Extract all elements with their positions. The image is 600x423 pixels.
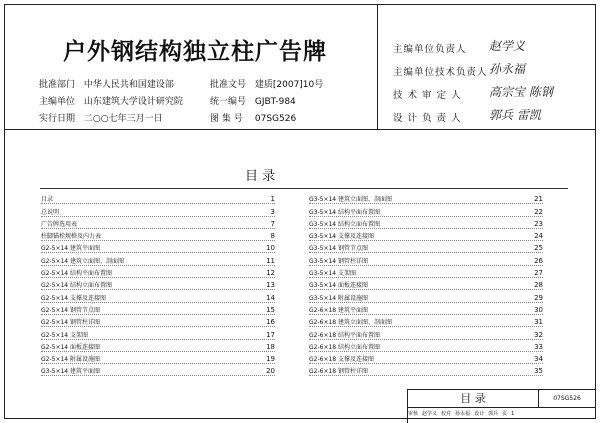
title-block bbox=[407, 389, 596, 423]
toc-entry-page: 19 bbox=[266, 355, 275, 364]
toc-entry-title: G3-5×14 面板连接图 bbox=[309, 282, 369, 290]
toc-entry-title: G3-5×14 支架图 bbox=[309, 270, 357, 278]
toc-entry bbox=[309, 241, 543, 253]
responsible-label: 设 计 负 责 人 bbox=[393, 113, 462, 124]
toc-entry-page: 16 bbox=[266, 318, 275, 327]
signature: 高宗宝 陈钢 bbox=[489, 85, 553, 99]
toc-entry-title: G2-5×14 附属设施图 bbox=[41, 356, 101, 364]
toc-entry-title: G3-5×14 建筑立面图、剖面图 bbox=[309, 196, 393, 204]
toc-entry-page: 7 bbox=[270, 219, 275, 228]
toc-entry bbox=[41, 315, 275, 327]
toc-entry-page: 8 bbox=[270, 232, 275, 241]
toc-entry-title: G3-5×14 附属设施图 bbox=[309, 294, 369, 302]
toc-entry-page: 12 bbox=[266, 269, 275, 278]
toc-entry-title: G2-5×14 钢管节点图 bbox=[41, 306, 101, 314]
toc-entry-page: 18 bbox=[266, 342, 275, 351]
header-block bbox=[5, 5, 595, 130]
atlas-number: 图 集 号 07SG526 bbox=[210, 114, 297, 124]
toc-entry bbox=[41, 204, 275, 216]
toc-entry bbox=[309, 217, 543, 229]
toc-entry bbox=[309, 192, 543, 204]
toc-entry-page: 26 bbox=[534, 256, 543, 265]
responsible-label: 主编单位负责人 bbox=[393, 44, 467, 55]
toc-entry-page: 3 bbox=[270, 207, 275, 216]
toc-entry-page: 32 bbox=[534, 330, 543, 339]
toc-right-column bbox=[309, 192, 543, 376]
toc-heading: 目 录 bbox=[245, 169, 276, 184]
toc-entry bbox=[41, 278, 275, 290]
toc-entry bbox=[309, 303, 543, 315]
toc-entry-title: G2-5×14 结构立面布置图 bbox=[41, 282, 113, 290]
toc-entry bbox=[309, 352, 543, 364]
toc-entry-page: 14 bbox=[266, 293, 275, 302]
strip-item: 校对 bbox=[441, 411, 452, 417]
signature: 赵学义 bbox=[489, 39, 526, 53]
title-block-name: 目 录 bbox=[408, 390, 539, 408]
toc-entry-title: G2-5×14 支架图 bbox=[41, 331, 89, 339]
strip-item: 审核 bbox=[408, 411, 419, 417]
toc-entry-title: 广告牌选用表 bbox=[41, 220, 78, 228]
toc-entry-page: 27 bbox=[534, 269, 543, 278]
toc-entry-title: G3-5×14 支撑及连接图 bbox=[309, 233, 375, 241]
signature: 郭兵 雷凯 bbox=[489, 108, 541, 122]
toc-entry bbox=[309, 253, 543, 265]
toc-entry-page: 25 bbox=[534, 244, 543, 253]
title-block-strip bbox=[408, 407, 596, 422]
toc-entry-title: G2-5×14 支撑及连接图 bbox=[41, 294, 107, 302]
toc-entry-title: G3-5×14 钢管柱详图 bbox=[309, 257, 369, 265]
toc-entry-title: G2-5×14 建筑平面图 bbox=[41, 245, 101, 253]
toc-entry-page: 28 bbox=[534, 281, 543, 290]
toc-entry bbox=[41, 364, 275, 376]
toc-entry-page: 11 bbox=[266, 256, 275, 265]
toc-entry-title: 柱脚锚栓规格及内力表 bbox=[41, 233, 102, 241]
editor-unit: 主编单位 山东建筑大学设计研究院 bbox=[39, 97, 183, 107]
toc-entry-page: 31 bbox=[534, 318, 543, 327]
drawing-sheet bbox=[4, 4, 596, 419]
toc-entry bbox=[309, 204, 543, 216]
toc-entry bbox=[309, 364, 543, 376]
toc-entry bbox=[41, 266, 275, 278]
toc-entry-title: G2-6×18 结构平面布置图 bbox=[309, 331, 381, 339]
toc-entry-page: 23 bbox=[534, 219, 543, 228]
toc-entry-title: G2-6×18 支撑及连接图 bbox=[309, 356, 375, 364]
toc-entry-title: G3-5×14 结构平面布置图 bbox=[309, 208, 381, 216]
toc-entry-title: G2-5×14 面板连接图 bbox=[41, 343, 101, 351]
toc-entry bbox=[41, 327, 275, 339]
toc-entry bbox=[41, 241, 275, 253]
toc-left-column bbox=[41, 192, 275, 376]
toc-entry-page: 21 bbox=[534, 195, 543, 204]
toc-entry bbox=[41, 229, 275, 241]
signature: 孙永福 bbox=[489, 62, 526, 76]
toc-entry-title: 总说明 bbox=[41, 208, 60, 216]
strip-item: 郭兵 bbox=[488, 411, 499, 417]
toc-entry-page: 15 bbox=[266, 305, 275, 314]
toc-entry bbox=[41, 217, 275, 229]
toc-entry-title: G2-5×14 建筑立面图、剖面图 bbox=[41, 257, 125, 265]
toc-entry-page: 1 bbox=[270, 195, 275, 204]
unified-number: 统一编号 GJBT-984 bbox=[210, 97, 296, 107]
toc-entry-page: 29 bbox=[534, 293, 543, 302]
toc-entry-page: 24 bbox=[534, 232, 543, 241]
toc-entry bbox=[309, 229, 543, 241]
title-block-atlas: 07SG526 bbox=[538, 390, 596, 408]
toc-entry bbox=[41, 192, 275, 204]
toc-entry-page: 13 bbox=[266, 281, 275, 290]
responsible-label: 主编单位技术负责人 bbox=[393, 67, 488, 78]
strip-item: 设计 bbox=[474, 411, 485, 417]
toc-entry-page: 34 bbox=[534, 355, 543, 364]
toc-entry-title: G2-6×18 建筑立面图、剖面图 bbox=[309, 319, 393, 327]
toc-entry-title: G2-6×18 建筑平面图 bbox=[309, 306, 369, 314]
toc-entry-page: 10 bbox=[266, 244, 275, 253]
toc-entry bbox=[309, 315, 543, 327]
toc-rule bbox=[40, 188, 568, 189]
toc-entry-page: 30 bbox=[534, 305, 543, 314]
strip-item: 页 bbox=[502, 411, 508, 417]
toc-entry-page: 22 bbox=[534, 207, 543, 216]
approval-doc: 批准文号 建质[2007]10号 bbox=[210, 80, 324, 90]
responsible-label: 技 术 审 定 人 bbox=[393, 90, 462, 101]
strip-item: 孙永福 bbox=[455, 411, 471, 417]
toc-entry-title: G2-5×14 结构平面布置图 bbox=[41, 270, 113, 278]
toc-entry-title: 目录 bbox=[41, 196, 54, 204]
toc-entry-title: G2-5×14 钢管柱详图 bbox=[41, 319, 101, 327]
toc-entry bbox=[41, 352, 275, 364]
toc-entry-page: 20 bbox=[266, 367, 275, 376]
document-title: 户外钢结构独立柱广告牌 bbox=[63, 39, 327, 65]
toc-entry bbox=[309, 340, 543, 352]
strip-item: 赵学义 bbox=[422, 411, 438, 417]
toc-entry bbox=[309, 266, 543, 278]
toc-entry bbox=[309, 290, 543, 302]
toc-entry bbox=[41, 303, 275, 315]
toc-entry-title: G3-5×14 钢管节点图 bbox=[309, 245, 369, 253]
toc-entry-title: G3-5×14 建筑平面图 bbox=[41, 368, 101, 376]
strip-item: 1 bbox=[511, 411, 515, 417]
toc-entry bbox=[41, 340, 275, 352]
toc-entry-title: G3-5×14 结构立面布置图 bbox=[309, 220, 381, 228]
approval-dept: 批准部门 中华人民共和国建设部 bbox=[39, 80, 174, 90]
toc-entry-title: G2-6×18 钢管柱详图 bbox=[309, 368, 369, 376]
toc-entry-page: 33 bbox=[534, 342, 543, 351]
header-left bbox=[5, 5, 378, 129]
toc-entry bbox=[309, 278, 543, 290]
toc-entry bbox=[41, 253, 275, 265]
toc-entry bbox=[41, 290, 275, 302]
effective-date: 实行日期 二○○七年三月一日 bbox=[39, 114, 163, 124]
toc-entry-page: 35 bbox=[534, 367, 543, 376]
toc-entry-page: 17 bbox=[266, 330, 275, 339]
toc-entry bbox=[309, 327, 543, 339]
toc-entry-title: G2-6×18 结构立面布置图 bbox=[309, 343, 381, 351]
